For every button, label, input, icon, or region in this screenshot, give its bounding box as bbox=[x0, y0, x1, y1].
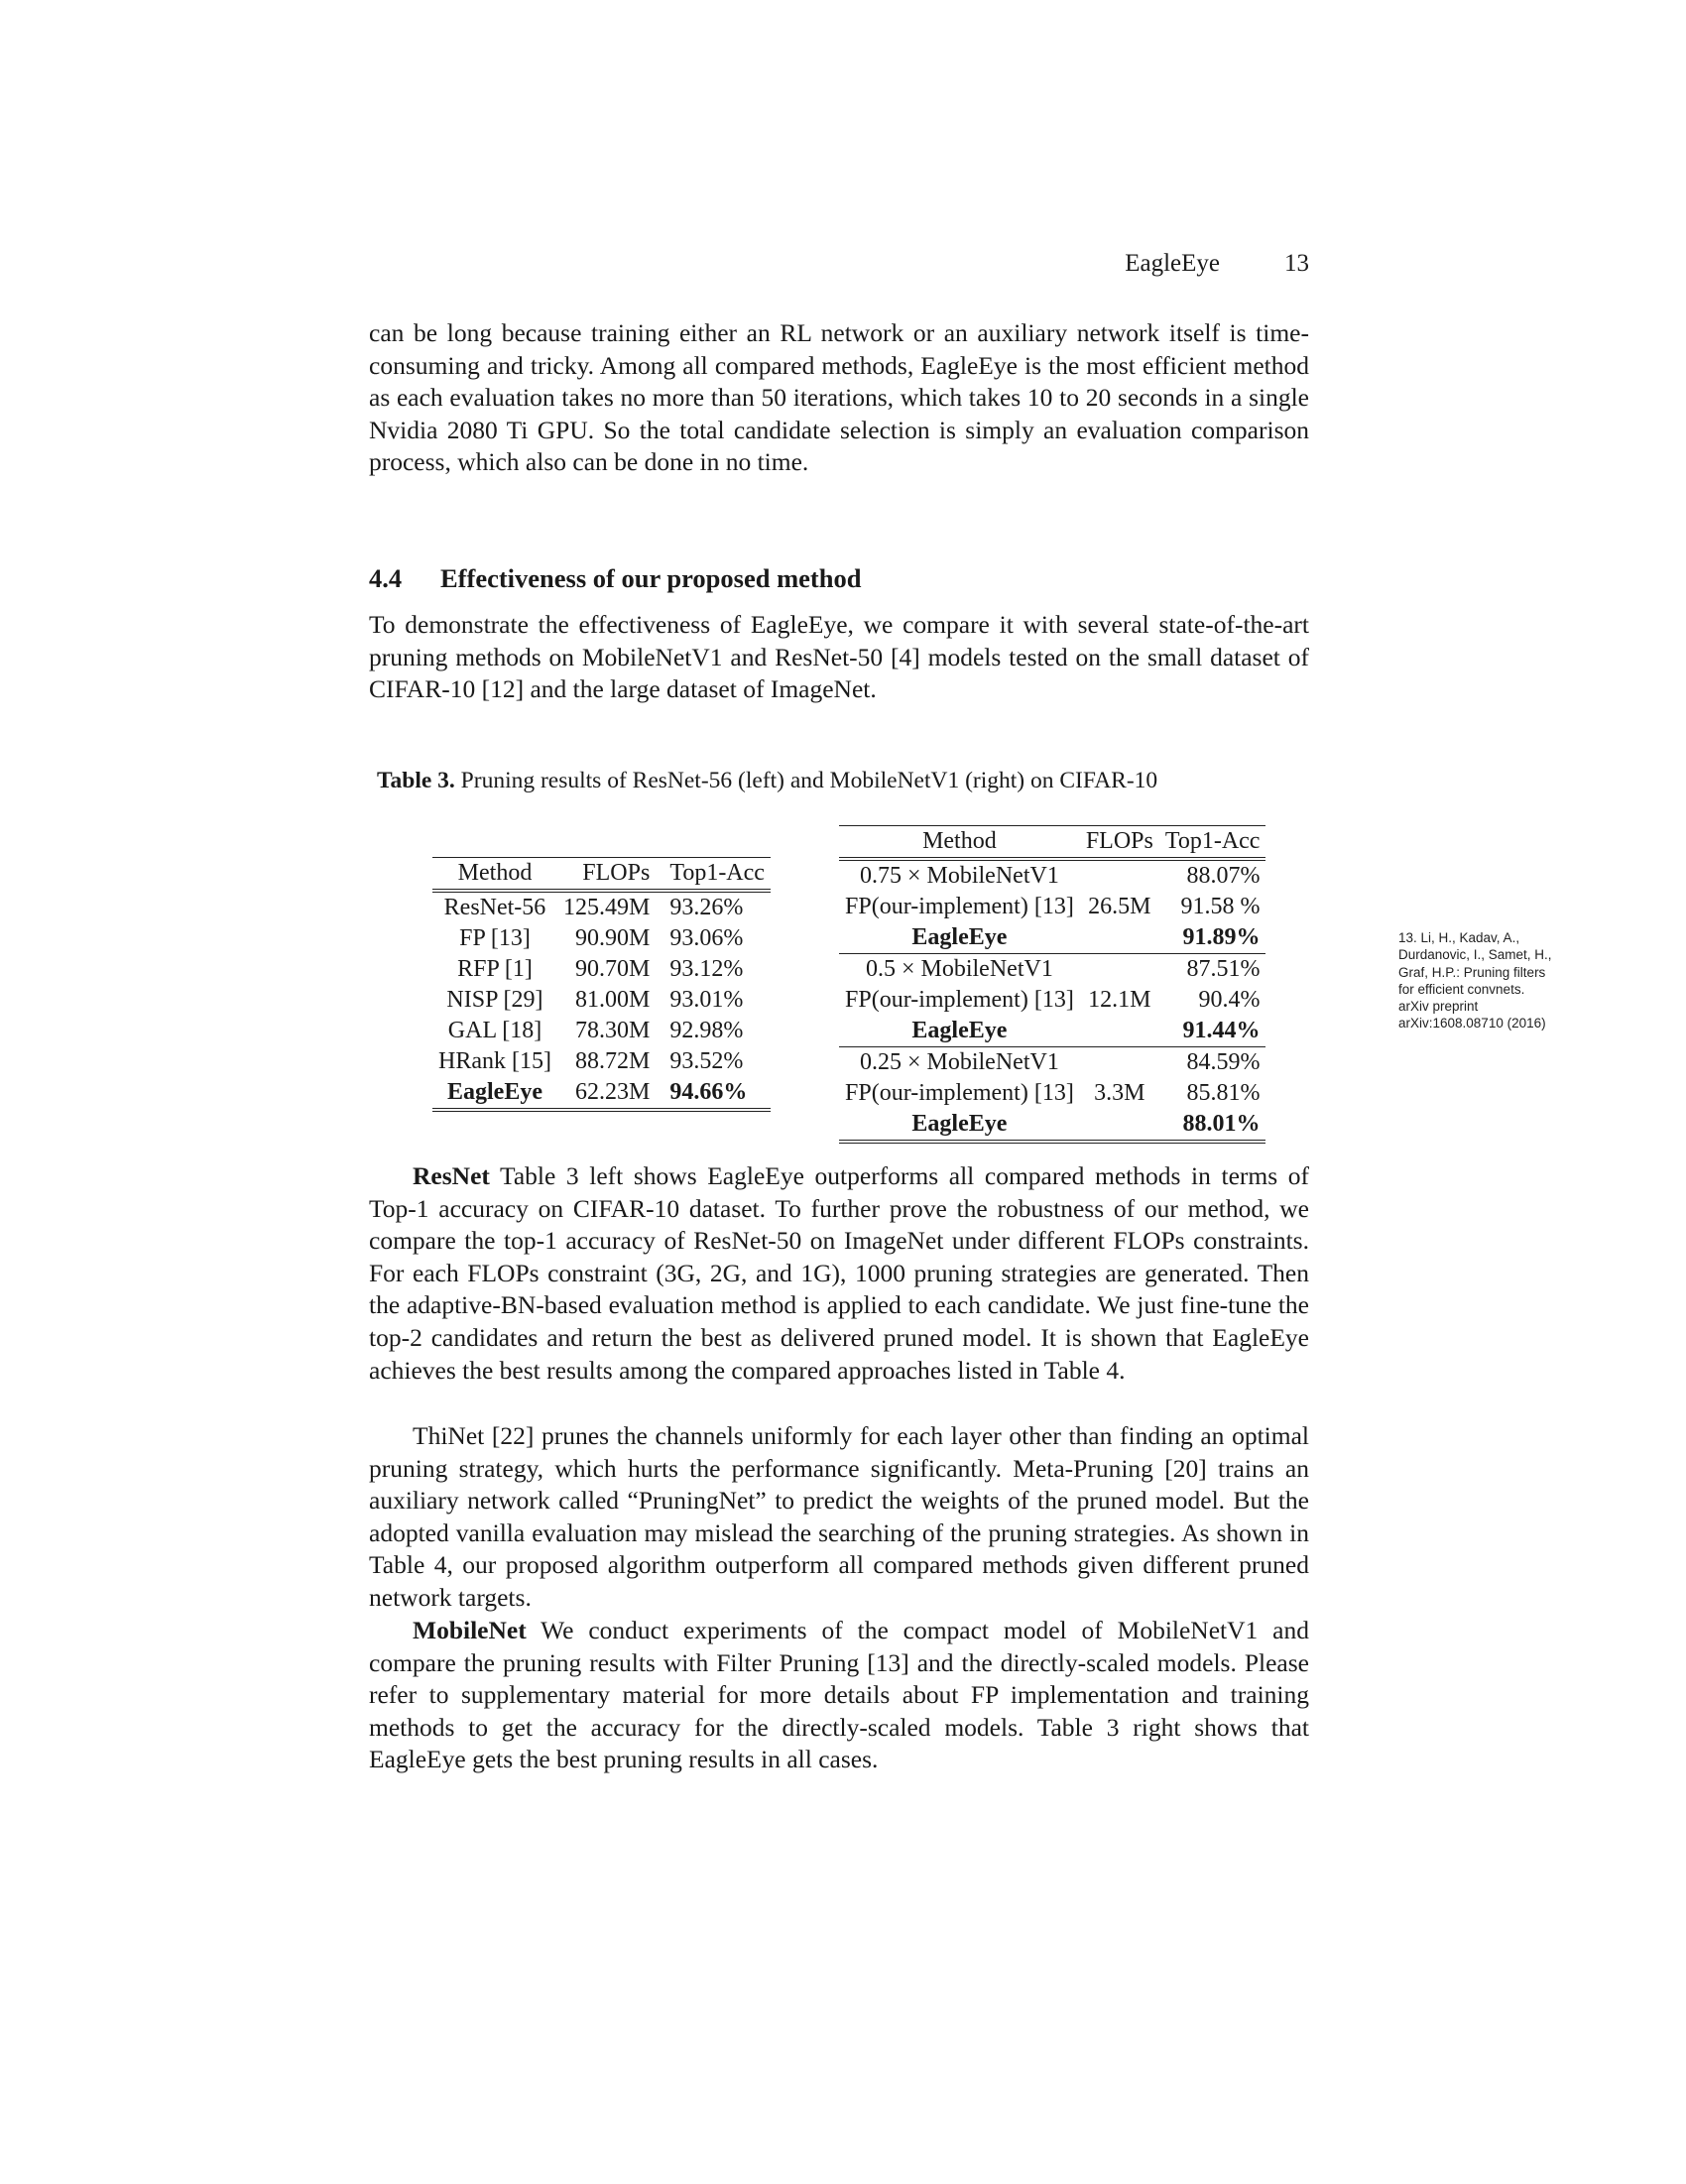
section-number: 4.4 bbox=[369, 563, 403, 593]
table-row-eagleeye bbox=[839, 1016, 1265, 1047]
table-header-row bbox=[839, 826, 1265, 860]
section-title: Effectiveness of our proposed method bbox=[440, 563, 862, 593]
table-row bbox=[839, 985, 1265, 1016]
table-cell: HRank [15] bbox=[438, 1048, 551, 1074]
header-cell: Top1-Acc bbox=[656, 858, 771, 892]
table-cell: FP(our-implement) [13] bbox=[845, 894, 1074, 919]
table-header-row bbox=[432, 858, 771, 892]
table-cell: 87.51% bbox=[1159, 954, 1266, 986]
table-cell: 90.90M bbox=[574, 925, 651, 951]
table-cell bbox=[1080, 954, 1159, 986]
table-left bbox=[432, 857, 771, 1112]
table-row-eagleeye bbox=[839, 922, 1265, 954]
table-row bbox=[432, 923, 771, 954]
table-cell: 93.52% bbox=[669, 1048, 744, 1074]
resnet-text: Table 3 left shows EagleEye outperforms all compared methods in terms of Top-1 accuracy on CIFAR-10 dataset. To further prove the robustness of our method, we compare the top-1 accuracy of ResNet-50 on ImageNet under different FLOPs constraints. For each FLOPs constraint (3G, 2G, and 1G), 1000 pruning strategies are generated. Then the adaptive-BN-based evaluation method is applied to each candidate. We just fine-tune the top-2 candidates and return the best as delivered pruned model. It is shown that EagleEye achieves the best results among the compared approaches listed in Table 4. bbox=[369, 1161, 1309, 1385]
table-cell: RFP [1] bbox=[457, 956, 533, 982]
table-cell: 0.25 × MobileNetV1 bbox=[839, 1047, 1080, 1079]
table-row bbox=[839, 859, 1265, 892]
intro-paragraph: can be long because training either an RL network or an auxiliary network itself is time-consuming and tricky. Among all compared methods, EagleEye is the most efficient method as each evaluation takes no more than 50 iterations, which takes 10 to 20 seconds in a single Nvidia 2080 Ti GPU. So the total candidate selection is simply an evaluation comparison process, which also can be done in no time. bbox=[369, 318, 1309, 477]
mobilenet-paragraph bbox=[369, 1615, 1309, 1776]
table-cell: FP [13] bbox=[459, 925, 531, 951]
table-cell: 81.00M bbox=[574, 987, 651, 1013]
table-cell: GAL [18] bbox=[447, 1018, 542, 1043]
table-cell: 125.49M bbox=[562, 895, 651, 920]
table-cell: 3.3M bbox=[1094, 1080, 1145, 1106]
section-heading bbox=[369, 563, 861, 594]
table-cell: EagleEye bbox=[432, 1077, 557, 1110]
table-cell: FP(our-implement) [13] bbox=[845, 987, 1074, 1013]
table-cell: 26.5M bbox=[1088, 894, 1151, 919]
table-row bbox=[839, 954, 1265, 986]
table-cell: 62.23M bbox=[557, 1077, 656, 1110]
table-cell: 88.72M bbox=[574, 1048, 651, 1074]
header-cell: FLOPs bbox=[1080, 826, 1159, 860]
table-cell bbox=[1080, 922, 1159, 954]
mobilenet-text: We conduct experiments of the compact model of MobileNetV1 and compare the pruning results with Filter Pruning [13] and the directly-scaled models. Please refer to supplementary material for more details about FP implementation and training methods to get the accuracy for the directly-scaled models. Table 3 right shows that EagleEye gets the best pruning results in all cases. bbox=[369, 1616, 1309, 1774]
table-cell: 90.4% bbox=[1198, 987, 1261, 1013]
table-row bbox=[432, 891, 771, 923]
table-cell bbox=[1080, 1109, 1159, 1142]
table-cell: 91.44% bbox=[1182, 1018, 1261, 1043]
mobilenet-lead: MobileNet bbox=[413, 1616, 527, 1644]
resnet-paragraph bbox=[369, 1160, 1309, 1387]
table-cell: 78.30M bbox=[574, 1018, 651, 1043]
table-cell: EagleEye bbox=[911, 1018, 1008, 1043]
section-paragraph: To demonstrate the effectiveness of EagleEye, we compare it with several state-of-the-art pruning methods on MobileNetV1 and ResNet-50 [4] models tested on the small dataset of CIFAR-10 [12] and the large dataset of ImageNet. bbox=[369, 610, 1309, 704]
header-cell: FLOPs bbox=[557, 858, 656, 892]
table-cell: 93.01% bbox=[669, 987, 744, 1013]
thinet-paragraph: ThiNet [22] prunes the channels uniformly for each layer other than finding an optimal pruning strategy, which hurts the performance significantly. Meta-Pruning [20] trains an auxiliary network called “PruningNet” to predict the weights of the pruned model. But the adopted vanilla evaluation may mislead the searching of the pruning strategies. As shown in Table 4, our proposed algorithm outperform all compared methods given different pruned network targets. bbox=[369, 1421, 1309, 1612]
table-row bbox=[432, 954, 771, 985]
table-cell: 91.58 % bbox=[1180, 894, 1261, 919]
table-cell: 90.70M bbox=[574, 956, 651, 982]
table-caption-label: Table 3. bbox=[377, 768, 455, 793]
table-cell: ResNet-56 bbox=[443, 895, 546, 920]
table-cell: 88.07% bbox=[1186, 863, 1261, 889]
header-cell: Method bbox=[839, 826, 1080, 860]
table-row bbox=[839, 1078, 1265, 1109]
table-cell: EagleEye bbox=[911, 924, 1008, 950]
table-cell: 0.75 × MobileNetV1 bbox=[859, 863, 1059, 889]
table-cell: NISP [29] bbox=[446, 987, 543, 1013]
table-cell: 94.66% bbox=[656, 1077, 771, 1110]
header-cell: Method bbox=[432, 858, 557, 892]
table-cell: 93.12% bbox=[669, 956, 744, 982]
table-cell: 12.1M bbox=[1088, 987, 1151, 1013]
page-header bbox=[369, 250, 1309, 286]
table-row bbox=[839, 1047, 1265, 1079]
table-row bbox=[432, 985, 771, 1016]
table-row bbox=[432, 1016, 771, 1046]
table-cell: 91.89% bbox=[1182, 924, 1261, 950]
table-row bbox=[432, 1046, 771, 1077]
page-number: 13 bbox=[1284, 250, 1309, 277]
table-cell bbox=[1080, 1047, 1159, 1079]
resnet-lead: ResNet bbox=[413, 1161, 490, 1190]
table-row bbox=[839, 892, 1265, 922]
table-cell bbox=[1080, 859, 1159, 892]
table-caption bbox=[377, 768, 1309, 794]
margin-reference-note: 13. Li, H., Kadav, A., Durdanovic, I., Samet, H., Graf, H.P.: Pruning filters for efficient convnets. arXiv preprint arXiv:1608.08710 (2016) bbox=[1398, 930, 1552, 1031]
table-caption-text: Pruning results of ResNet-56 (left) and MobileNetV1 (right) on CIFAR-10 bbox=[460, 768, 1158, 793]
table-cell: 0.5 × MobileNetV1 bbox=[839, 954, 1080, 986]
table-cell: 88.01% bbox=[1159, 1109, 1266, 1142]
table-cell: 93.26% bbox=[669, 895, 744, 920]
table-cell: 93.06% bbox=[669, 925, 744, 951]
table-cell: 85.81% bbox=[1186, 1080, 1261, 1106]
table-cell: 84.59% bbox=[1159, 1047, 1266, 1079]
header-cell: Top1-Acc bbox=[1159, 826, 1266, 860]
table-right bbox=[839, 825, 1265, 1144]
table-cell: EagleEye bbox=[839, 1109, 1080, 1142]
running-title: EagleEye bbox=[1125, 250, 1220, 277]
table-row-eagleeye bbox=[432, 1077, 771, 1110]
table-cell: FP(our-implement) [13] bbox=[845, 1080, 1074, 1106]
table-cell bbox=[1080, 1016, 1159, 1047]
table-cell: 92.98% bbox=[669, 1018, 744, 1043]
table-row-eagleeye bbox=[839, 1109, 1265, 1142]
